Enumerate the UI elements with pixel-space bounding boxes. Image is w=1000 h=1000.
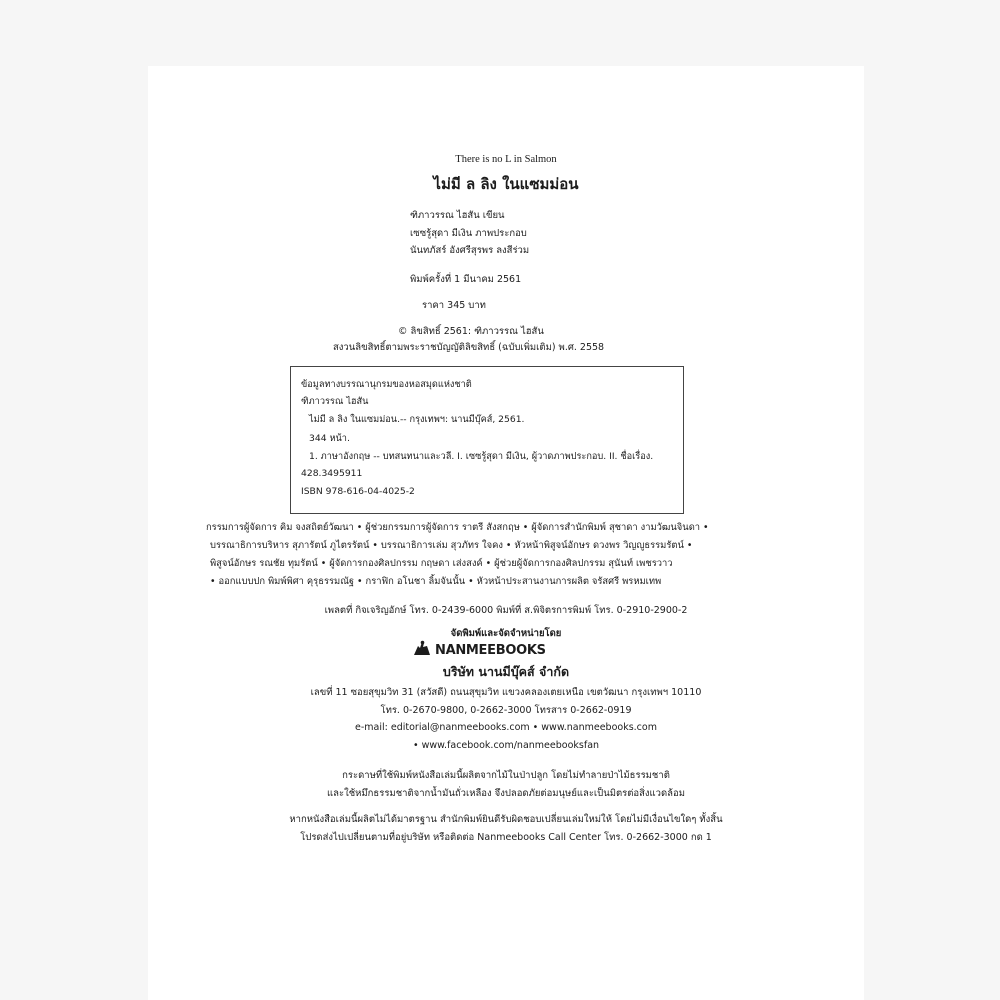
price-line: ราคา 345 บาท (422, 300, 486, 311)
credit-author: ฑิภาวรรณ ไฮสัน เขียน (410, 210, 505, 221)
thai-title: ไม่มี ล ลิง ในแซมม่อน (433, 175, 579, 193)
email-line: e-mail: editorial@nanmeebooks.com • www.nanmeebooks.com (355, 722, 657, 733)
address-line: เลขที่ 11 ซอยสุขุมวิท 31 (สวัสดี) ถนนสุขุมวิท แขวงคลองเตยเหนือ เขตวัฒนา กรุงเทพฯ 10110 (310, 687, 702, 698)
credit-illustrator: เซซรู้สุดา มีเงิน ภาพประกอบ (410, 228, 527, 239)
cip-class-number: 428.3495911 (301, 468, 363, 479)
staff-line-2: บรรณาธิการบริหาร สุภารัตน์ ภูไตรรัตน์ • บรรณาธิการเล่ม สุวภัทร ใจคง • หัวหน้าพิสูจน์อักษร ดวงพร วิญญูธรรมรัตน์ • (210, 540, 693, 551)
staff-line-4: • ออกแบบปก พิมพ์พิศา คุรุธรรมณัฐ • กราฟิก อโนชา ลิ้มจันนั้น • หัวหน้าประสานงานการผลิต จรัสศรี พรหมเทพ (210, 576, 662, 587)
nanmeebooks-logo (413, 642, 546, 658)
copyright-line: © ลิขสิทธิ์ 2561: ฑิภาวรรณ ไฮสัน (398, 326, 544, 337)
copyright-page (148, 66, 864, 1000)
company-name: บริษัท นานมีบุ๊คส์ จำกัด (442, 664, 570, 679)
staff-line-3: พิสูจน์อักษร รณชัย ทุมรัตน์ • ผู้จัดการกองศิลปกรรม กฤษดา เส่งสงค์ • ผู้ช่วยผู้จัดการกองศิลปกรรม สุนันท์ เพชรวาว (210, 558, 673, 569)
edition-line: พิมพ์ครั้งที่ 1 มีนาคม 2561 (410, 274, 522, 285)
english-title: There is no L in Salmon (455, 154, 557, 165)
print-line: เพลตที่ กิจเจริญอักษ์ โทร. 0-2439-6000 พิมพ์ที่ ส.พิจิตรการพิมพ์ โทร. 0-2910-2900-2 (324, 605, 688, 616)
phone-line: โทร. 0-2670-9800, 0-2662-3000 โทรสาร 0-2662-0919 (380, 705, 632, 716)
credit-colorist: นันทภัสร์ อังศรีสุรพร ลงสีร่วม (410, 245, 530, 256)
cip-isbn: ISBN 978-616-04-4025-2 (301, 486, 415, 497)
facebook-line: • www.facebook.com/nanmeebooksfan (412, 740, 600, 751)
logo-wordmark: NANMEEBOOKS (435, 642, 546, 658)
cip-pages: 344 หน้า. (309, 433, 350, 444)
rider-logo-icon (413, 640, 431, 660)
paper-note-1: กระดาษที่ใช้พิมพ์หนังสือเล่มนี้ผลิตจากไม้ในป่าปลูก โดยไม่ทำลายป่าไม้ธรรมชาติ (342, 770, 670, 781)
cip-author: ฑิภาวรรณ ไฮสัน (301, 396, 369, 407)
cip-data-box (290, 366, 684, 514)
cip-title-line: ไม่มี ล ลิง ในแซมม่อน.-- กรุงเทพฯ: นานมีบุ๊คส์, 2561. (309, 414, 525, 425)
cip-heading: ข้อมูลทางบรรณานุกรมของหอสมุดแห่งชาติ (301, 379, 472, 390)
publisher-heading: จัดพิมพ์และจัดจำหน่ายโดย (450, 628, 562, 639)
staff-line-1: กรรมการผู้จัดการ คิม จงสถิตย์วัฒนา • ผู้ช่วยกรรมการผู้จัดการ ราตรี สังสกฤษ • ผู้จัดการสำนักพิมพ์ สุชาดา งามวัฒนจินดา • (206, 522, 709, 533)
paper-note-2: และใช้หมึกธรรมชาติจากน้ำมันถั่วเหลือง จึงปลอดภัยต่อมนุษย์และเป็นมิตรต่อสิ่งแวดล้อม (327, 788, 685, 799)
defect-note-1: หากหนังสือเล่มนี้ผลิตไม่ได้มาตรฐาน สำนักพิมพ์ยินดีรับผิดชอบเปลี่ยนเล่มใหม่ให้ โดยไม่มีเงื่อนไขใดๆ ทั้งสิ้น (289, 814, 723, 825)
cip-subjects: 1. ภาษาอังกฤษ -- บทสนทนาและวลี. I. เซซรู้สุดา มีเงิน, ผู้วาดภาพประกอบ. II. ชื่อเรื่อง. (309, 451, 654, 462)
defect-note-2: โปรดส่งไปเปลี่ยนตามที่อยู่บริษัท หรือติดต่อ Nanmeebooks Call Center โทร. 0-2662-3000 กด 1 (300, 832, 712, 843)
rights-line: สงวนลิขสิทธิ์ตามพระราชบัญญัติลิขสิทธิ์ (ฉบับเพิ่มเติม) พ.ศ. 2558 (333, 342, 605, 353)
